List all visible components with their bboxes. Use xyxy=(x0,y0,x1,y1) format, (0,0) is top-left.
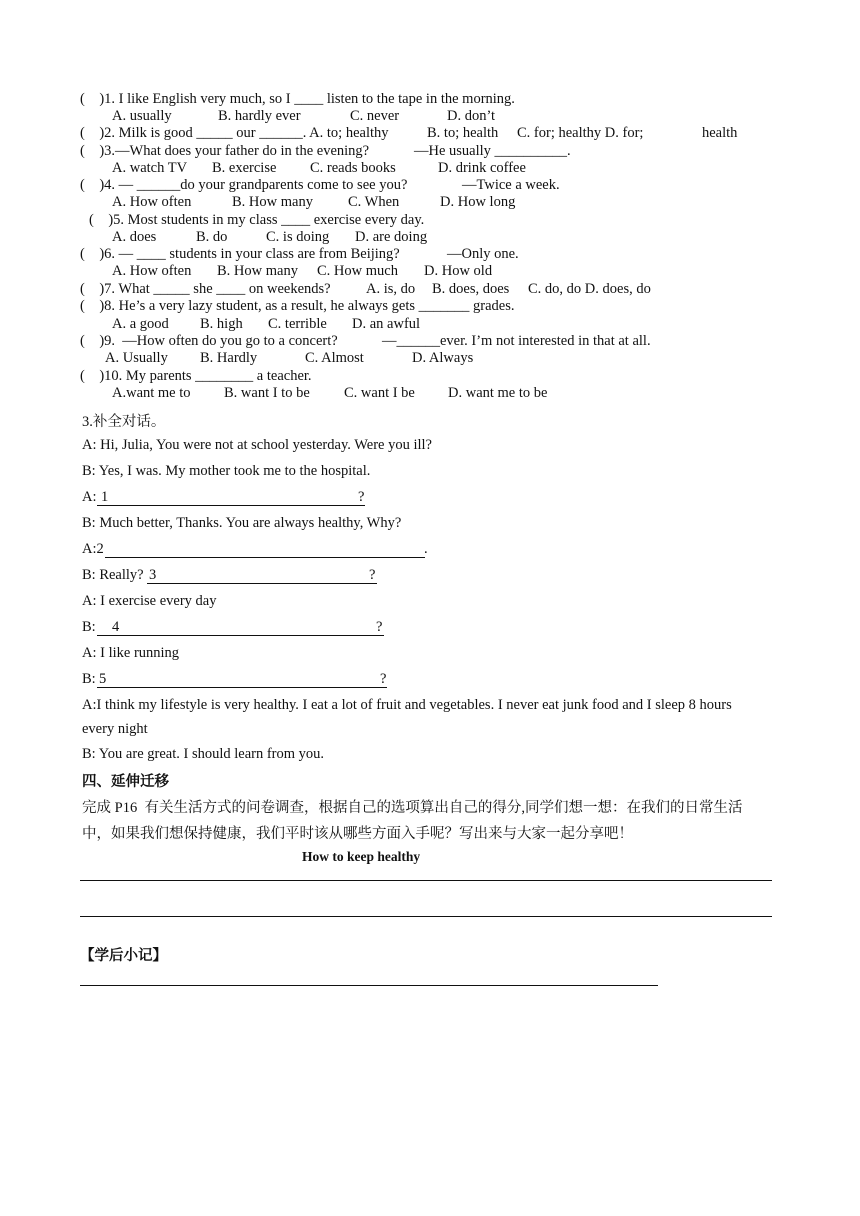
option: health xyxy=(702,125,738,141)
question-stem: ( )10. My parents ________ a teacher. xyxy=(80,368,312,384)
dialogue-line: B: xyxy=(82,619,96,635)
section-title: 四、延伸迁移 xyxy=(82,774,169,790)
option: A. How often xyxy=(112,194,192,210)
answer-blank-5[interactable] xyxy=(97,687,387,688)
option: A.want me to xyxy=(112,385,191,401)
option: D. don’t xyxy=(447,108,496,124)
writing-line[interactable] xyxy=(80,880,772,881)
dialogue-line: A: xyxy=(82,489,97,505)
option: D. How long xyxy=(440,194,516,210)
option: A. usually xyxy=(112,108,172,124)
option: B. How many xyxy=(232,194,313,210)
answer-blank-1[interactable] xyxy=(97,505,365,506)
option: B. hardly ever xyxy=(218,108,301,124)
period-mark: . xyxy=(424,541,428,557)
question-mark: ? xyxy=(380,671,387,687)
option: B. exercise xyxy=(212,160,277,176)
option: A. watch TV xyxy=(112,160,188,176)
writing-line[interactable] xyxy=(80,916,772,917)
dialogue-heading: 3.补全对话。 xyxy=(82,414,166,430)
question-mark: ? xyxy=(358,489,365,505)
option: C. do, do D. does, do xyxy=(528,281,651,297)
option: C. never xyxy=(350,108,400,124)
option: B. high xyxy=(200,316,243,332)
option: B. want I to be xyxy=(224,385,310,401)
blank-number: 5 xyxy=(99,671,107,687)
notes-title: 【学后小记】 xyxy=(80,948,167,964)
option: D. an awful xyxy=(352,316,421,332)
option: C. How much xyxy=(317,263,398,279)
question-answer: —He usually __________. xyxy=(414,143,571,159)
answer-blank-2[interactable] xyxy=(105,557,425,558)
option: B. Hardly xyxy=(200,350,258,366)
option: C. is doing xyxy=(266,229,330,245)
dialogue-line: B: Yes, I was. My mother took me to the hospital. xyxy=(82,463,371,479)
blank-number: 1 xyxy=(101,489,109,505)
dialogue-line: A: Hi, Julia, You were not at school yesterday. Were you ill? xyxy=(82,437,432,453)
question-stem: ( )4. — ______do your grandparents come to see you? xyxy=(80,177,408,193)
option: A. a good xyxy=(112,316,169,332)
question-stem: ( )7. What _____ she ____ on weekends? xyxy=(80,281,331,297)
dialogue-line: A:I think my lifestyle is very healthy. I eat a lot of fruit and vegetables. I never eat junk food and I sleep 8 hours xyxy=(82,697,732,713)
option: D. want me to be xyxy=(448,385,548,401)
option: A. does xyxy=(112,229,157,245)
question-stem: ( )1. I like English very much, so I ____ listen to the tape in the morning. xyxy=(80,91,515,107)
blank-number: 3 xyxy=(149,567,157,583)
question-answer: —______ever. I’m not interested in that at all. xyxy=(382,333,651,349)
section-text: 中，如果我们想保持健康，我们平时该从哪些方面入手呢？写出来与大家一起分享吧！ xyxy=(82,826,633,842)
dialogue-line: A:2 xyxy=(82,541,104,557)
question-stem: ( )2. Milk is good _____ our ______. A. to; healthy xyxy=(80,125,389,141)
dialogue-line: B: You are great. I should learn from you. xyxy=(82,746,325,762)
option: C. Almost xyxy=(305,350,364,366)
question-stem: ( )3.—What does your father do in the evening? xyxy=(80,143,370,159)
option: C. When xyxy=(348,194,400,210)
option: C. reads books xyxy=(310,160,396,176)
dialogue-line: A: I exercise every day xyxy=(82,593,217,609)
option: D. Always xyxy=(412,350,474,366)
option: B. to; health xyxy=(427,125,499,141)
dialogue-line: every night xyxy=(82,721,148,737)
option: D. drink coffee xyxy=(438,160,526,176)
question-mark: ? xyxy=(369,567,376,583)
answer-blank-4[interactable] xyxy=(97,635,384,636)
blank-number: 4 xyxy=(112,619,120,635)
question-answer: —Only one. xyxy=(447,246,519,262)
option: C. terrible xyxy=(268,316,327,332)
option: C. want I be xyxy=(344,385,415,401)
question-stem: ( )8. He’s a very lazy student, as a result, he always gets _______ grades. xyxy=(80,298,515,314)
option: B. do xyxy=(196,229,228,245)
question-answer: —Twice a week. xyxy=(462,177,560,193)
dialogue-line: B: Really? xyxy=(82,567,144,583)
question-stem: ( )5. Most students in my class ____ exercise every day. xyxy=(89,212,425,228)
answer-blank-3[interactable] xyxy=(147,583,377,584)
option: C. for; healthy D. for; xyxy=(517,125,644,141)
option: B. does, does xyxy=(432,281,510,297)
option: A. is, do xyxy=(366,281,416,297)
dialogue-line: B: Much better, Thanks. You are always healthy, Why? xyxy=(82,515,402,531)
option: B. How many xyxy=(217,263,298,279)
section-text: 完成 P16 有关生活方式的问卷调查，根据自己的选项算出自己的得分,同学们想一想：在我们的日常生活 xyxy=(82,800,743,816)
option: A. How often xyxy=(112,263,192,279)
option: D. are doing xyxy=(355,229,428,245)
dialogue-line: A: I like running xyxy=(82,645,180,661)
option: D. How old xyxy=(424,263,493,279)
question-stem: ( )6. — ____ students in your class are from Beijing? xyxy=(80,246,400,262)
writing-line[interactable] xyxy=(80,985,658,986)
option: A. Usually xyxy=(105,350,168,366)
dialogue-line: B: xyxy=(82,671,96,687)
essay-title: How to keep healthy xyxy=(302,849,421,864)
question-stem: ( )9. —How often do you go to a concert? xyxy=(80,333,338,349)
question-mark: ? xyxy=(376,619,383,635)
